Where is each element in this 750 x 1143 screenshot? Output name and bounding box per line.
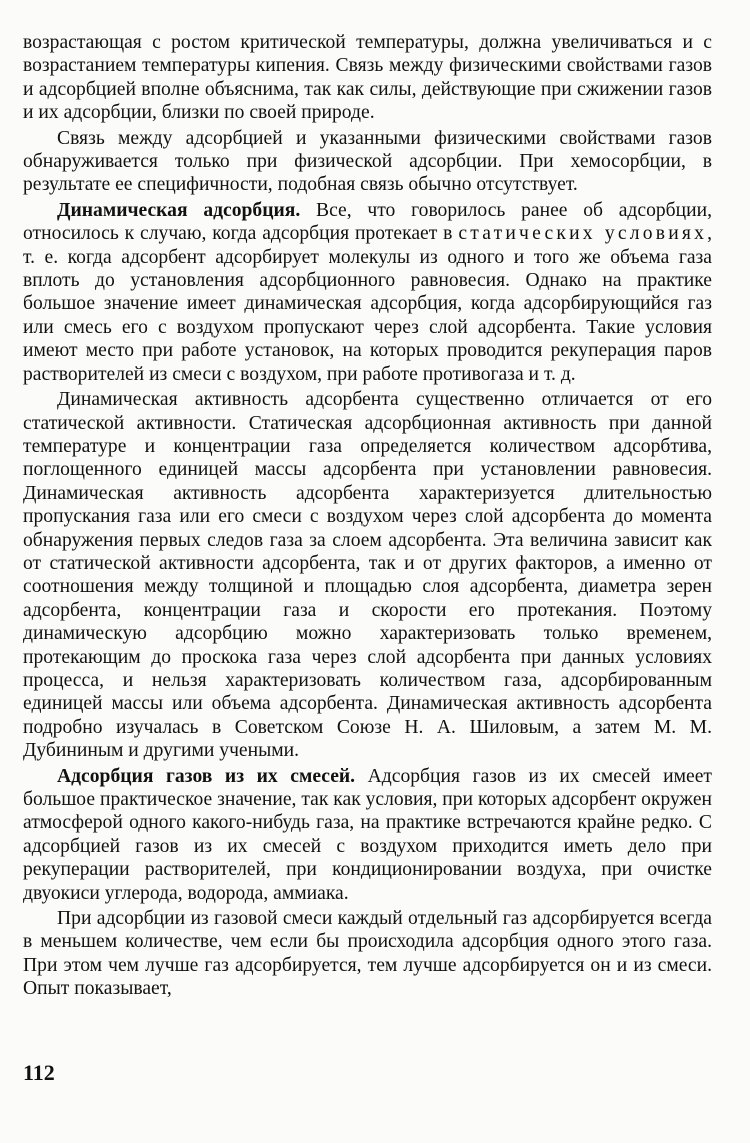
- paragraph-text: Все, что говорилось ранее об адсорбции, относилось к случаю, когда адсорбция протекает в: [23, 199, 713, 245]
- paragraph-physical-adsorption: Связь между адсорбцией и указанными физическими свойствами газов обнаруживается только при физической адсорбции. При хемосорбции, в результате ее специфичности, подобная связь обычно отсутствует.: [23, 127, 712, 196]
- section-heading-gas-mixtures: Адсорбция газов из их смесей.: [57, 765, 356, 787]
- page-number: 112: [23, 1060, 55, 1085]
- paragraph-text: , т. е. когда адсорбент адсорбирует молекулы из одного и того же объема газа вплоть до установления адсорбционного равновесия. Однако на практике большое значение имеет динамическая адсорбция, когда адсорбирующийся газ или смесь его с воздухом пропускают через слой адсорбента. Такие условия имеют место при работе установок, на которых проводится рекуперация паров растворителей из смеси с воздухом, при работе противогаза и т. д.: [23, 223, 712, 385]
- paragraph-dynamic-adsorption: [23, 199, 712, 386]
- section-heading-dynamic-adsorption: Динамическая адсорбция.: [57, 199, 301, 221]
- paragraph-text: Адсорбция газов из их смесей имеет большое практическое значение, так как условия, при которых адсорбент окружен атмосферой одного какого-нибудь газа, на практике встречаются крайне редко. С адсорбцией газов из их смесей с воздухом приходится иметь дело при рекуперации растворителей, при кондиционировании воздуха, при очистке двуокиси углерода, водорода, аммиака.: [23, 765, 712, 904]
- spaced-emphasis: статических условиях: [458, 223, 708, 245]
- paragraph-dynamic-activity: Динамическая активность адсорбента существенно отличается от его статической активности. Статическая адсорбционная активность при данной температуре и концентрации газа определяется количеством адсорбтива, поглощенного единицей массы адсорбента при установлении равновесия. Динамическая активность адсорбента характеризуется длительностью пропускания газа или его смеси с воздухом через слой адсорбента до момента обнаружения первых следов газа за слоем адсорбента. Эта величина зависит как от статической активности адсорбента, так и от других факторов, а именно от соотношения между толщиной и площадью слоя адсорбента, диаметра зерен адсорбента, концентрации газа и скорости его протекания. Поэтому динамическую адсорбцию можно характеризовать только временем, протекающим до проскока газа через слой адсорбента при данных условиях процесса, и нельзя характеризовать количеством газа, адсорбированным единицей массы или объема адсорбента. Динамическая активность адсорбента подробно изучалась в Советском Союзе Н. А. Шиловым, а затем М. М. Дубининым и другими учеными.: [23, 389, 712, 762]
- paragraph-continuation: возрастающая с ростом критической температуры, должна увеличиваться и с возрастанием температуры кипения. Связь между физическими свойствами газов и адсорбцией вполне объяснима, так как силы, действующие при сжижении газов и их адсорбции, близки по своей природе.: [23, 32, 712, 124]
- paragraph-mixture-adsorption: При адсорбции из газовой смеси каждый отдельный газ адсорбируется всегда в меньшем количестве, чем если бы происходила адсорбция одного этого газа. При этом чем лучше газ адсорбируется, тем лучше адсорбируется он и из смеси. Опыт показывает,: [23, 908, 712, 1000]
- paragraph-gas-mixtures: [23, 765, 712, 905]
